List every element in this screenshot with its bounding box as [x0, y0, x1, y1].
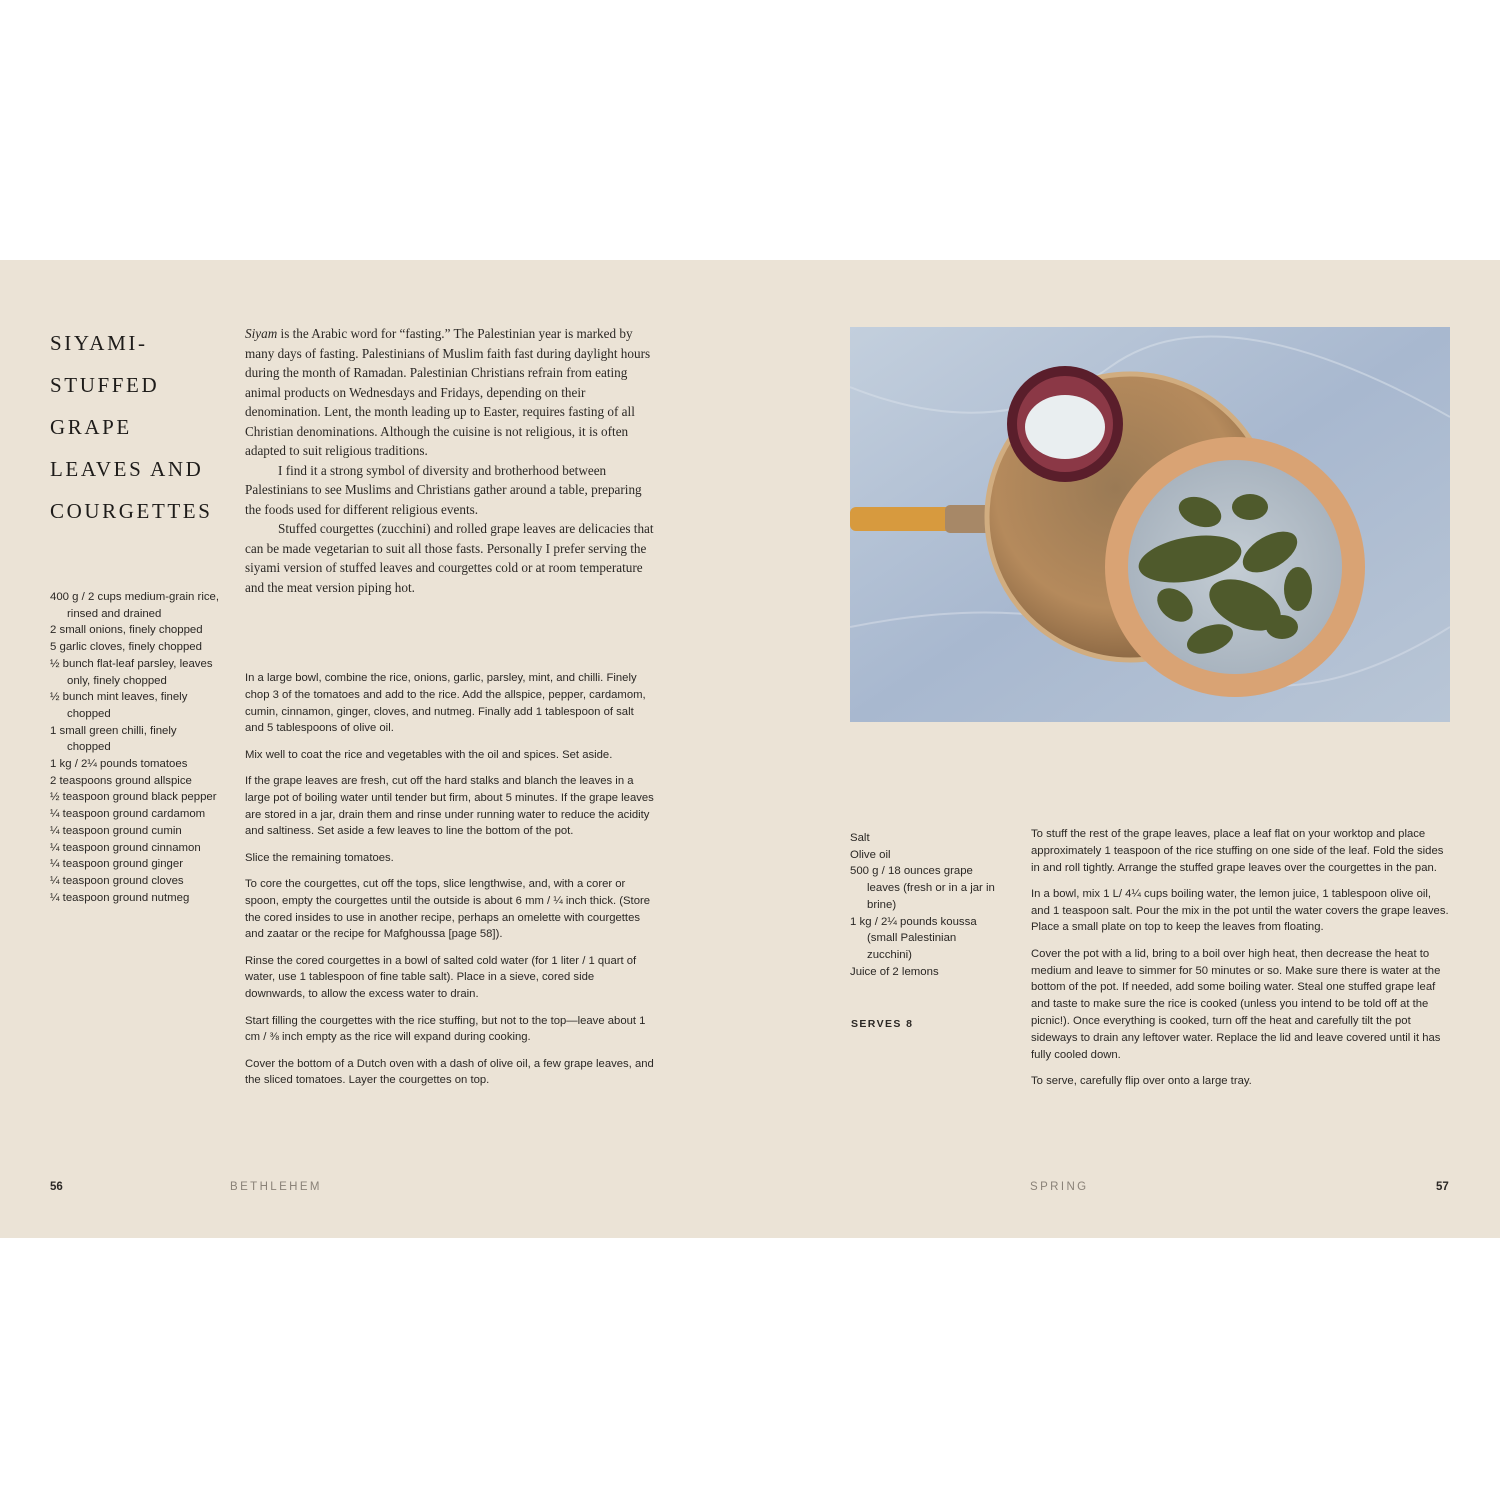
ingredient-item: Salt [850, 832, 870, 844]
title-line: LEAVES AND [50, 457, 204, 481]
method-step: Cover the bottom of a Dutch oven with a dash of olive oil, a few grape leaves, and the sliced tomatoes. Layer the courgettes on top. [245, 1057, 654, 1087]
ingredient-item: 5 garlic cloves, finely chopped [50, 641, 202, 654]
title-line: STUFFED [50, 373, 160, 397]
ingredient-item: ½ bunch flat-leaf parsley, leaves only, finely chopped [50, 657, 213, 687]
ingredient-list-left [50, 589, 220, 906]
method-step: Mix well to coat the rice and vegetables with the oil and spices. Set aside. [245, 748, 613, 761]
method-step: To core the courgettes, cut off the tops, slice lengthwise, and, with a corer or spoon, empty the courgettes until the outside is about 6 mm / ¼ inch thick. (Store the cored insides to use in another recipe, perhaps an omelette with courgettes and zaatar or the recipe for Mafghoussa [page 58]). [245, 877, 651, 941]
method-step: Cover the pot with a lid, bring to a boil over high heat, then decrease the heat to medium and leave to simmer for 50 minutes or so. Make sure there is water at the bottom of the pot. If needed, add some boiling water. Steal one stuffed grape leaf and taste to make sure the rice is cooked (unless you intend to be told off at the picnic!). Once everything is cooked, turn off the heat and carefully tilt the pot sideways to drain any leftover water. Replace the lid and leave covered until it has fully cooled down. [1031, 947, 1441, 1061]
intro-italic-word: Siyam [245, 326, 278, 341]
intro-paragraph: Stuffed courgettes (zucchini) and rolled grape leaves are delicacies that can be made vegetarian to suit all those fasts. Personally I prefer serving the siyami version of stuffed leaves and courgettes cold or at room temperature and the meat version piping hot. [245, 521, 654, 595]
running-head-left: BETHLEHEM [230, 1181, 322, 1193]
ingredient-item: ¼ teaspoon ground ginger [50, 858, 183, 871]
ingredient-item: Olive oil [850, 848, 891, 861]
method-step: Start filling the courgettes with the rice stuffing, but not to the top—leave about 1 cm / ⅜ inch empty as the rice will expand during cooking. [245, 1014, 646, 1044]
ingredient-item: 500 g / 18 ounces grape leaves (fresh or in a jar in brine) [850, 865, 995, 911]
stuffed-grape-leaves-photo [850, 327, 1450, 722]
method-step: Slice the remaining tomatoes. [245, 851, 394, 864]
method-step: To stuff the rest of the grape leaves, place a leaf flat on your worktop and place approximately 1 teaspoon of the rice stuffing on one side of the leaf. Fold the sides in and roll tightly. Arrange the stuffed grape leaves over the courgettes in the pan. [1031, 828, 1444, 874]
ingredient-item: ½ teaspoon ground black pepper [50, 791, 217, 804]
method-step: In a bowl, mix 1 L/ 4¼ cups boiling water, the lemon juice, 1 tablespoon olive oil, and 1 teaspoon salt. Pour the mix in the pot until the water covers the grape leaves. Place a small plate on top to keep the leaves from floating. [1031, 887, 1449, 934]
ingredient-item: 1 kg / 2¼ pounds koussa (small Palestinian zucchini) [850, 915, 977, 961]
ingredient-item: ½ bunch mint leaves, finely chopped [50, 691, 188, 720]
running-head-right: SPRING [1030, 1181, 1089, 1193]
ingredient-item: 1 kg / 2¼ pounds tomatoes [50, 758, 188, 771]
ingredient-item: ¼ teaspoon ground cinnamon [50, 841, 201, 854]
title-line: COURGETTES [50, 499, 213, 523]
ingredient-item: 2 teaspoons ground allspice [50, 774, 192, 787]
intro-paragraph: I find it a strong symbol of diversity and brotherhood between Palestinians to see Muslims and Christians gather around a table, preparing the foods used for different religious events. [245, 462, 642, 517]
page-number-right: 57 [1436, 1181, 1449, 1193]
ingredient-item: ¼ teaspoon ground nutmeg [50, 891, 190, 904]
method-steps-right [1031, 826, 1451, 1099]
method-step: In a large bowl, combine the rice, onions, garlic, parsley, mint, and chilli. Finely chop 3 of the tomatoes and add to the rice. Add the allspice, pepper, cardamom, cumin, cinnamon, ginger, cloves, and nutmeg. Finally add 1 tablespoon of salt and 5 tablespoons of olive oil. [245, 672, 646, 735]
recipe-title [50, 322, 230, 532]
recipe-intro [245, 324, 655, 597]
pan-handle [850, 507, 960, 531]
intro-paragraph [245, 324, 655, 461]
ingredient-item: ¼ teaspoon ground cardamom [50, 808, 206, 821]
ingredient-item: 2 small onions, finely chopped [50, 624, 203, 637]
serves-label: SERVES 8 [851, 1018, 914, 1030]
intro-text: is the Arabic word for “fasting.” The Palestinian year is marked by many days of fasting. Palestinians of Muslim faith fast during daylight hours during the month of Ramadan. Palestinian Christians refrain from eating animal products on Wednesdays and Fridays, depending on their denomination. Lent, the month leading up to Easter, requires fasting of all Christian denominations. Although the cuisine is not religious, it is often adapted to suit religious traditions. [245, 326, 651, 458]
yogurt [1025, 395, 1105, 459]
book-spread [0, 260, 1500, 1238]
title-line: GRAPE [50, 415, 132, 439]
method-step: Rinse the cored courgettes in a bowl of salted cold water (for 1 liter / 1 quart of water, use 1 tablespoon of fine table salt). Place in a sieve, cored side downwards, to allow the excess water to drain. [245, 954, 637, 1001]
page-number-left: 56 [50, 1181, 63, 1193]
title-line: SIYAMI- [50, 331, 148, 355]
method-steps-left [245, 670, 655, 1099]
ingredient-item: Juice of 2 lemons [850, 965, 939, 978]
ingredient-item: ¼ teaspoon ground cumin [50, 824, 182, 837]
ingredient-list-right [850, 830, 1000, 980]
method-step: To serve, carefully flip over onto a large tray. [1031, 1074, 1252, 1087]
ingredient-item: ¼ teaspoon ground cloves [50, 874, 184, 887]
ingredient-item: 400 g / 2 cups medium-grain rice, rinsed and drained [50, 591, 220, 620]
ingredient-item: 1 small green chilli, finely chopped [50, 724, 177, 754]
method-step: If the grape leaves are fresh, cut off the hard stalks and blanch the leaves in a large pot of boiling water until tender but firm, about 5 minutes. If the grape leaves are stored in a jar, drain them and rinse under running water to reduce the acidity and saltiness. Set aside a few leaves to line the bottom of the pot. [245, 774, 654, 838]
